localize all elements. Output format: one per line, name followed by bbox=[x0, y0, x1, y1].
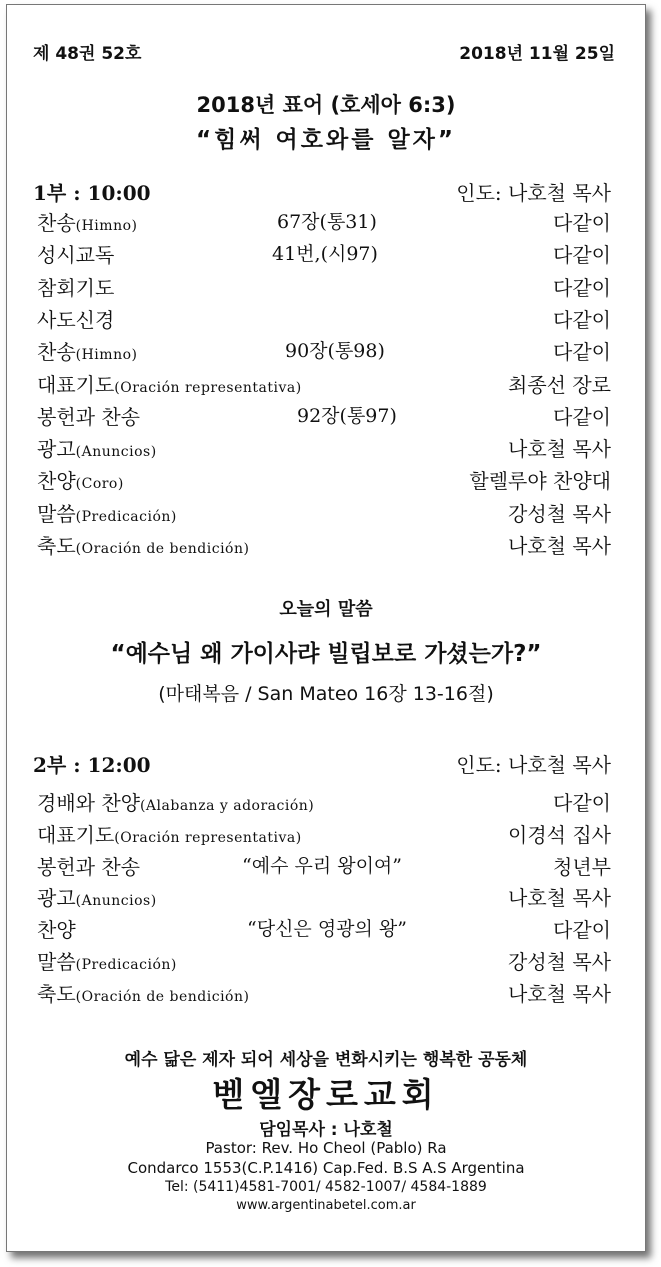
order-item-leader: 청년부 bbox=[553, 854, 611, 879]
motto-title: 2018년 표어 (호세아 6:3) bbox=[196, 93, 456, 117]
worship-order-row bbox=[37, 882, 611, 912]
order-item-korean: 대표기도 bbox=[37, 822, 115, 847]
order-item-label bbox=[37, 336, 137, 365]
order-item-label bbox=[37, 914, 76, 943]
worship-order-row bbox=[37, 978, 611, 1008]
order-item-spanish: (Predicación) bbox=[75, 957, 177, 973]
scripture-reference: (마태복음 / San Mateo 16장 13-16절) bbox=[158, 683, 494, 705]
order-item-leader: 다같이 bbox=[553, 791, 611, 815]
worship-order-row bbox=[37, 530, 611, 560]
order-item-leader: 다같이 bbox=[553, 275, 611, 300]
order-item-label bbox=[37, 433, 157, 462]
order-item-label bbox=[37, 787, 314, 816]
order-item-leader: 다같이 bbox=[553, 243, 611, 268]
order-item-leader: 나호철 목사 bbox=[508, 534, 611, 558]
order-item-spanish: (Oración de bendición) bbox=[75, 988, 250, 1005]
church-name: 벧엘장로교회 bbox=[212, 1075, 440, 1114]
order-item-detail: 90장(통98) bbox=[285, 340, 385, 363]
worship-order-row bbox=[37, 207, 611, 237]
order-item-leader: 나호철 목사 bbox=[508, 886, 611, 911]
order-item-korean: 찬양 bbox=[37, 918, 76, 943]
order-item-spanish: (Anuncios) bbox=[75, 893, 157, 910]
bulletin-page bbox=[6, 4, 646, 1252]
service2-title: 2부 : 12:00 bbox=[33, 753, 151, 777]
order-item-label bbox=[37, 978, 249, 1007]
order-item-korean: 말씀 bbox=[37, 501, 76, 526]
order-item-detail: 41번,(시97) bbox=[272, 243, 378, 266]
church-website[interactable]: www.argentinabetel.com.ar bbox=[236, 1198, 416, 1213]
order-item-korean: 성시교독 bbox=[37, 243, 115, 268]
worship-order-row bbox=[37, 336, 611, 366]
order-item-korean: 대표기도 bbox=[37, 372, 115, 397]
worship-order-row bbox=[37, 401, 611, 431]
order-item-leader: 나호철 목사 bbox=[508, 981, 611, 1006]
order-item-label bbox=[37, 239, 114, 268]
order-item-korean: 찬송 bbox=[37, 340, 76, 365]
service1-leader: 인도: 나호철 목사 bbox=[456, 181, 611, 205]
order-item-leader: 최종선 장로 bbox=[508, 372, 611, 397]
order-item-spanish: (Oración representativa) bbox=[114, 379, 302, 396]
order-item-korean: 찬양 bbox=[37, 469, 76, 494]
worship-order-row bbox=[37, 946, 611, 976]
senior-pastor-ko: 담임목사 : 나호철 bbox=[259, 1120, 393, 1140]
order-item-korean: 축도 bbox=[37, 534, 76, 558]
order-item-leader: 다같이 bbox=[553, 307, 611, 332]
motto-quote: “힘써 여호와를 알자” bbox=[196, 127, 456, 153]
order-item-label bbox=[37, 207, 137, 236]
worship-order-row bbox=[37, 465, 611, 495]
order-item-spanish: (Alabanza y adoración) bbox=[139, 798, 315, 814]
order-item-label bbox=[37, 851, 140, 880]
order-item-detail: “예수 우리 왕이여” bbox=[242, 854, 402, 877]
order-item-korean: 경배와 찬양 bbox=[37, 791, 140, 815]
church-phone: Tel: (5411)4581-7001/ 4582-1007/ 4584-1889 bbox=[165, 1179, 487, 1195]
order-item-leader: 다같이 bbox=[553, 918, 611, 943]
worship-order-row bbox=[37, 914, 611, 944]
service1-title: 1부 : 10:00 bbox=[33, 181, 151, 205]
worship-order-row bbox=[37, 369, 611, 399]
order-item-leader: 다같이 bbox=[553, 404, 611, 429]
order-item-korean: 사도신경 bbox=[37, 307, 115, 332]
order-item-spanish: (Oración representativa) bbox=[114, 829, 302, 846]
order-item-korean: 봉헌과 찬송 bbox=[37, 404, 140, 429]
order-item-spanish: (Himno) bbox=[75, 347, 138, 364]
order-item-korean: 찬송 bbox=[37, 211, 76, 235]
order-item-leader: 강성철 목사 bbox=[508, 501, 611, 526]
order-item-detail: 67장(통31) bbox=[277, 211, 377, 233]
order-item-detail: 92장(통97) bbox=[297, 404, 397, 427]
worship-order-row bbox=[37, 433, 611, 463]
order-item-label bbox=[37, 498, 177, 527]
order-item-leader: 나호철 목사 bbox=[508, 437, 611, 462]
order-item-label bbox=[37, 819, 302, 848]
order-item-label bbox=[37, 882, 157, 911]
order-item-spanish: (Oración de bendición) bbox=[75, 541, 250, 557]
order-item-label bbox=[37, 401, 140, 430]
order-item-label bbox=[37, 304, 114, 333]
order-item-leader: 이경석 집사 bbox=[508, 822, 611, 847]
order-item-leader: 할렐루야 찬양대 bbox=[469, 469, 611, 494]
worship-order-row bbox=[37, 498, 611, 528]
church-slogan: 예수 닮은 제자 되어 세상을 변화시키는 행복한 공동체 bbox=[124, 1050, 528, 1070]
order-item-leader: 다같이 bbox=[553, 211, 611, 235]
service2-leader: 인도: 나호철 목사 bbox=[456, 753, 611, 777]
volume-number: 제 48권 52호 bbox=[33, 44, 142, 64]
worship-order-row bbox=[37, 272, 611, 302]
worship-order-row bbox=[37, 304, 611, 334]
order-item-label bbox=[37, 530, 249, 559]
order-item-spanish: (Anuncios) bbox=[75, 444, 157, 461]
order-item-label bbox=[37, 946, 177, 975]
order-item-label bbox=[37, 465, 124, 494]
order-item-spanish: (Coro) bbox=[75, 476, 124, 493]
order-item-korean: 광고 bbox=[37, 437, 76, 462]
church-address: Condarco 1553(C.P.1416) Cap.Fed. B.S A.S Argentina bbox=[127, 1159, 525, 1177]
sermon-title: “예수님 왜 가이사랴 빌립보로 가셨는가?” bbox=[110, 641, 542, 667]
order-item-label bbox=[37, 369, 302, 398]
worship-order-row bbox=[37, 787, 611, 817]
issue-date: 2018년 11월 25일 bbox=[459, 44, 615, 64]
worship-order-row bbox=[37, 239, 611, 269]
order-item-korean: 봉헌과 찬송 bbox=[37, 854, 140, 879]
sermon-heading: 오늘의 말씀 bbox=[279, 599, 373, 620]
order-item-korean: 축도 bbox=[37, 981, 76, 1006]
order-item-leader: 다같이 bbox=[553, 340, 611, 365]
order-item-leader: 강성철 목사 bbox=[508, 950, 611, 974]
order-item-detail: “당신은 영광의 왕” bbox=[247, 918, 407, 941]
worship-order-row bbox=[37, 819, 611, 849]
order-item-korean: 참회기도 bbox=[37, 275, 115, 300]
order-item-spanish: (Predicación) bbox=[75, 508, 177, 525]
order-item-spanish: (Himno) bbox=[75, 218, 138, 234]
order-item-label bbox=[37, 272, 114, 301]
order-item-korean: 말씀 bbox=[37, 950, 76, 974]
order-item-korean: 광고 bbox=[37, 886, 76, 911]
worship-order-row bbox=[37, 851, 611, 881]
senior-pastor-en: Pastor: Rev. Ho Cheol (Pablo) Ra bbox=[205, 1139, 447, 1157]
